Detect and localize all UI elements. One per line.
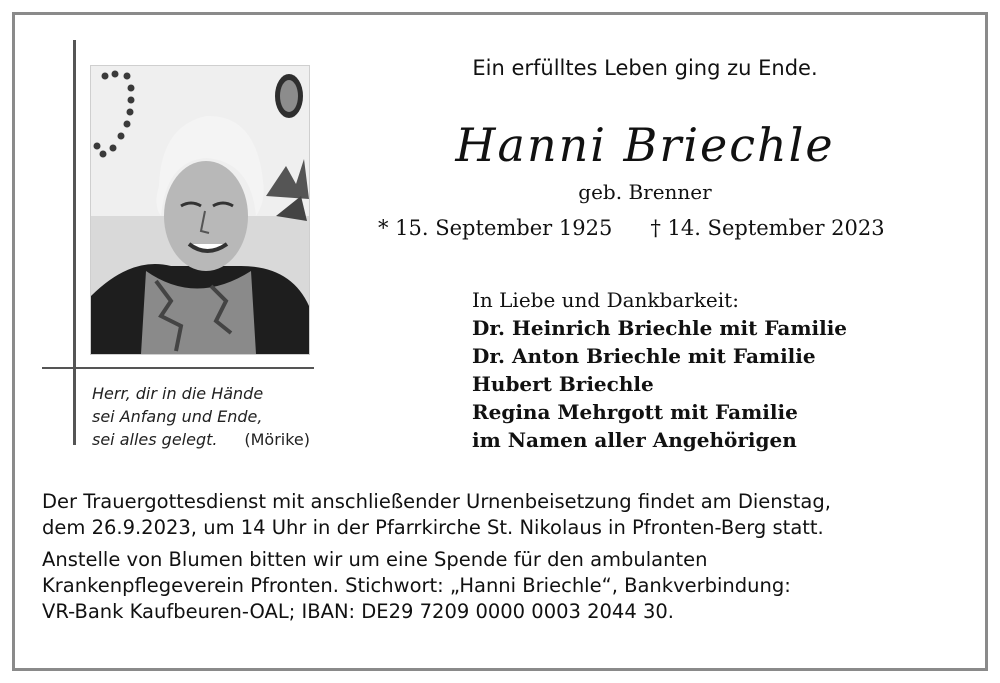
mourners-lead: In Liebe und Dankbarkeit: (472, 288, 739, 312)
cross-vertical-bar (73, 40, 76, 445)
quote-block (92, 382, 314, 451)
donation-notice-line: VR-Bank Kaufbeuren-OAL; IBAN: DE29 7209 0000 0003 2044 30. (42, 600, 674, 623)
mourner-name: im Namen aller Angehörigen (472, 428, 797, 452)
mourner-name: Dr. Heinrich Briechle mit Familie (472, 316, 848, 340)
notice-block (42, 489, 962, 625)
deceased-name: Hanni Briechle (455, 118, 835, 172)
maiden-name: geb. Brenner (578, 180, 712, 204)
mourner-name: Hubert Briechle (472, 372, 654, 396)
service-notice-line: dem 26.9.2023, um 14 Uhr in der Pfarrkirche St. Nikolaus in Pfronten-Berg statt. (42, 516, 824, 539)
donation-notice-line: Anstelle von Blumen bitten wir um eine Spende für den ambulanten (42, 548, 708, 571)
life-dates (378, 216, 918, 240)
birth-date: * 15. September 1925 (378, 216, 613, 240)
donation-notice-line: Krankenpflegeverein Pfronten. Stichwort: „Hanni Briechle“, Bankverbindung: (42, 574, 791, 597)
portrait-photo (90, 65, 310, 355)
mourner-name: Regina Mehrgott mit Familie (472, 400, 798, 424)
portrait-image (91, 66, 309, 354)
quote-line: Herr, dir in die Hände (92, 384, 264, 403)
mourners-block (472, 286, 892, 454)
intro-text: Ein erfülltes Leben ging zu Ende. (472, 56, 818, 80)
quote-line: sei Anfang und Ende, (92, 407, 263, 426)
cross-horizontal-bar (42, 367, 314, 369)
quote-line: sei alles gelegt. (92, 430, 218, 449)
death-date: † 14. September 2023 (650, 216, 885, 240)
mourner-name: Dr. Anton Briechle mit Familie (472, 344, 816, 368)
service-notice-line: Der Trauergottesdienst mit anschließender Urnenbeisetzung findet am Dienstag, (42, 490, 831, 513)
quote-author: (Mörike) (244, 430, 310, 449)
